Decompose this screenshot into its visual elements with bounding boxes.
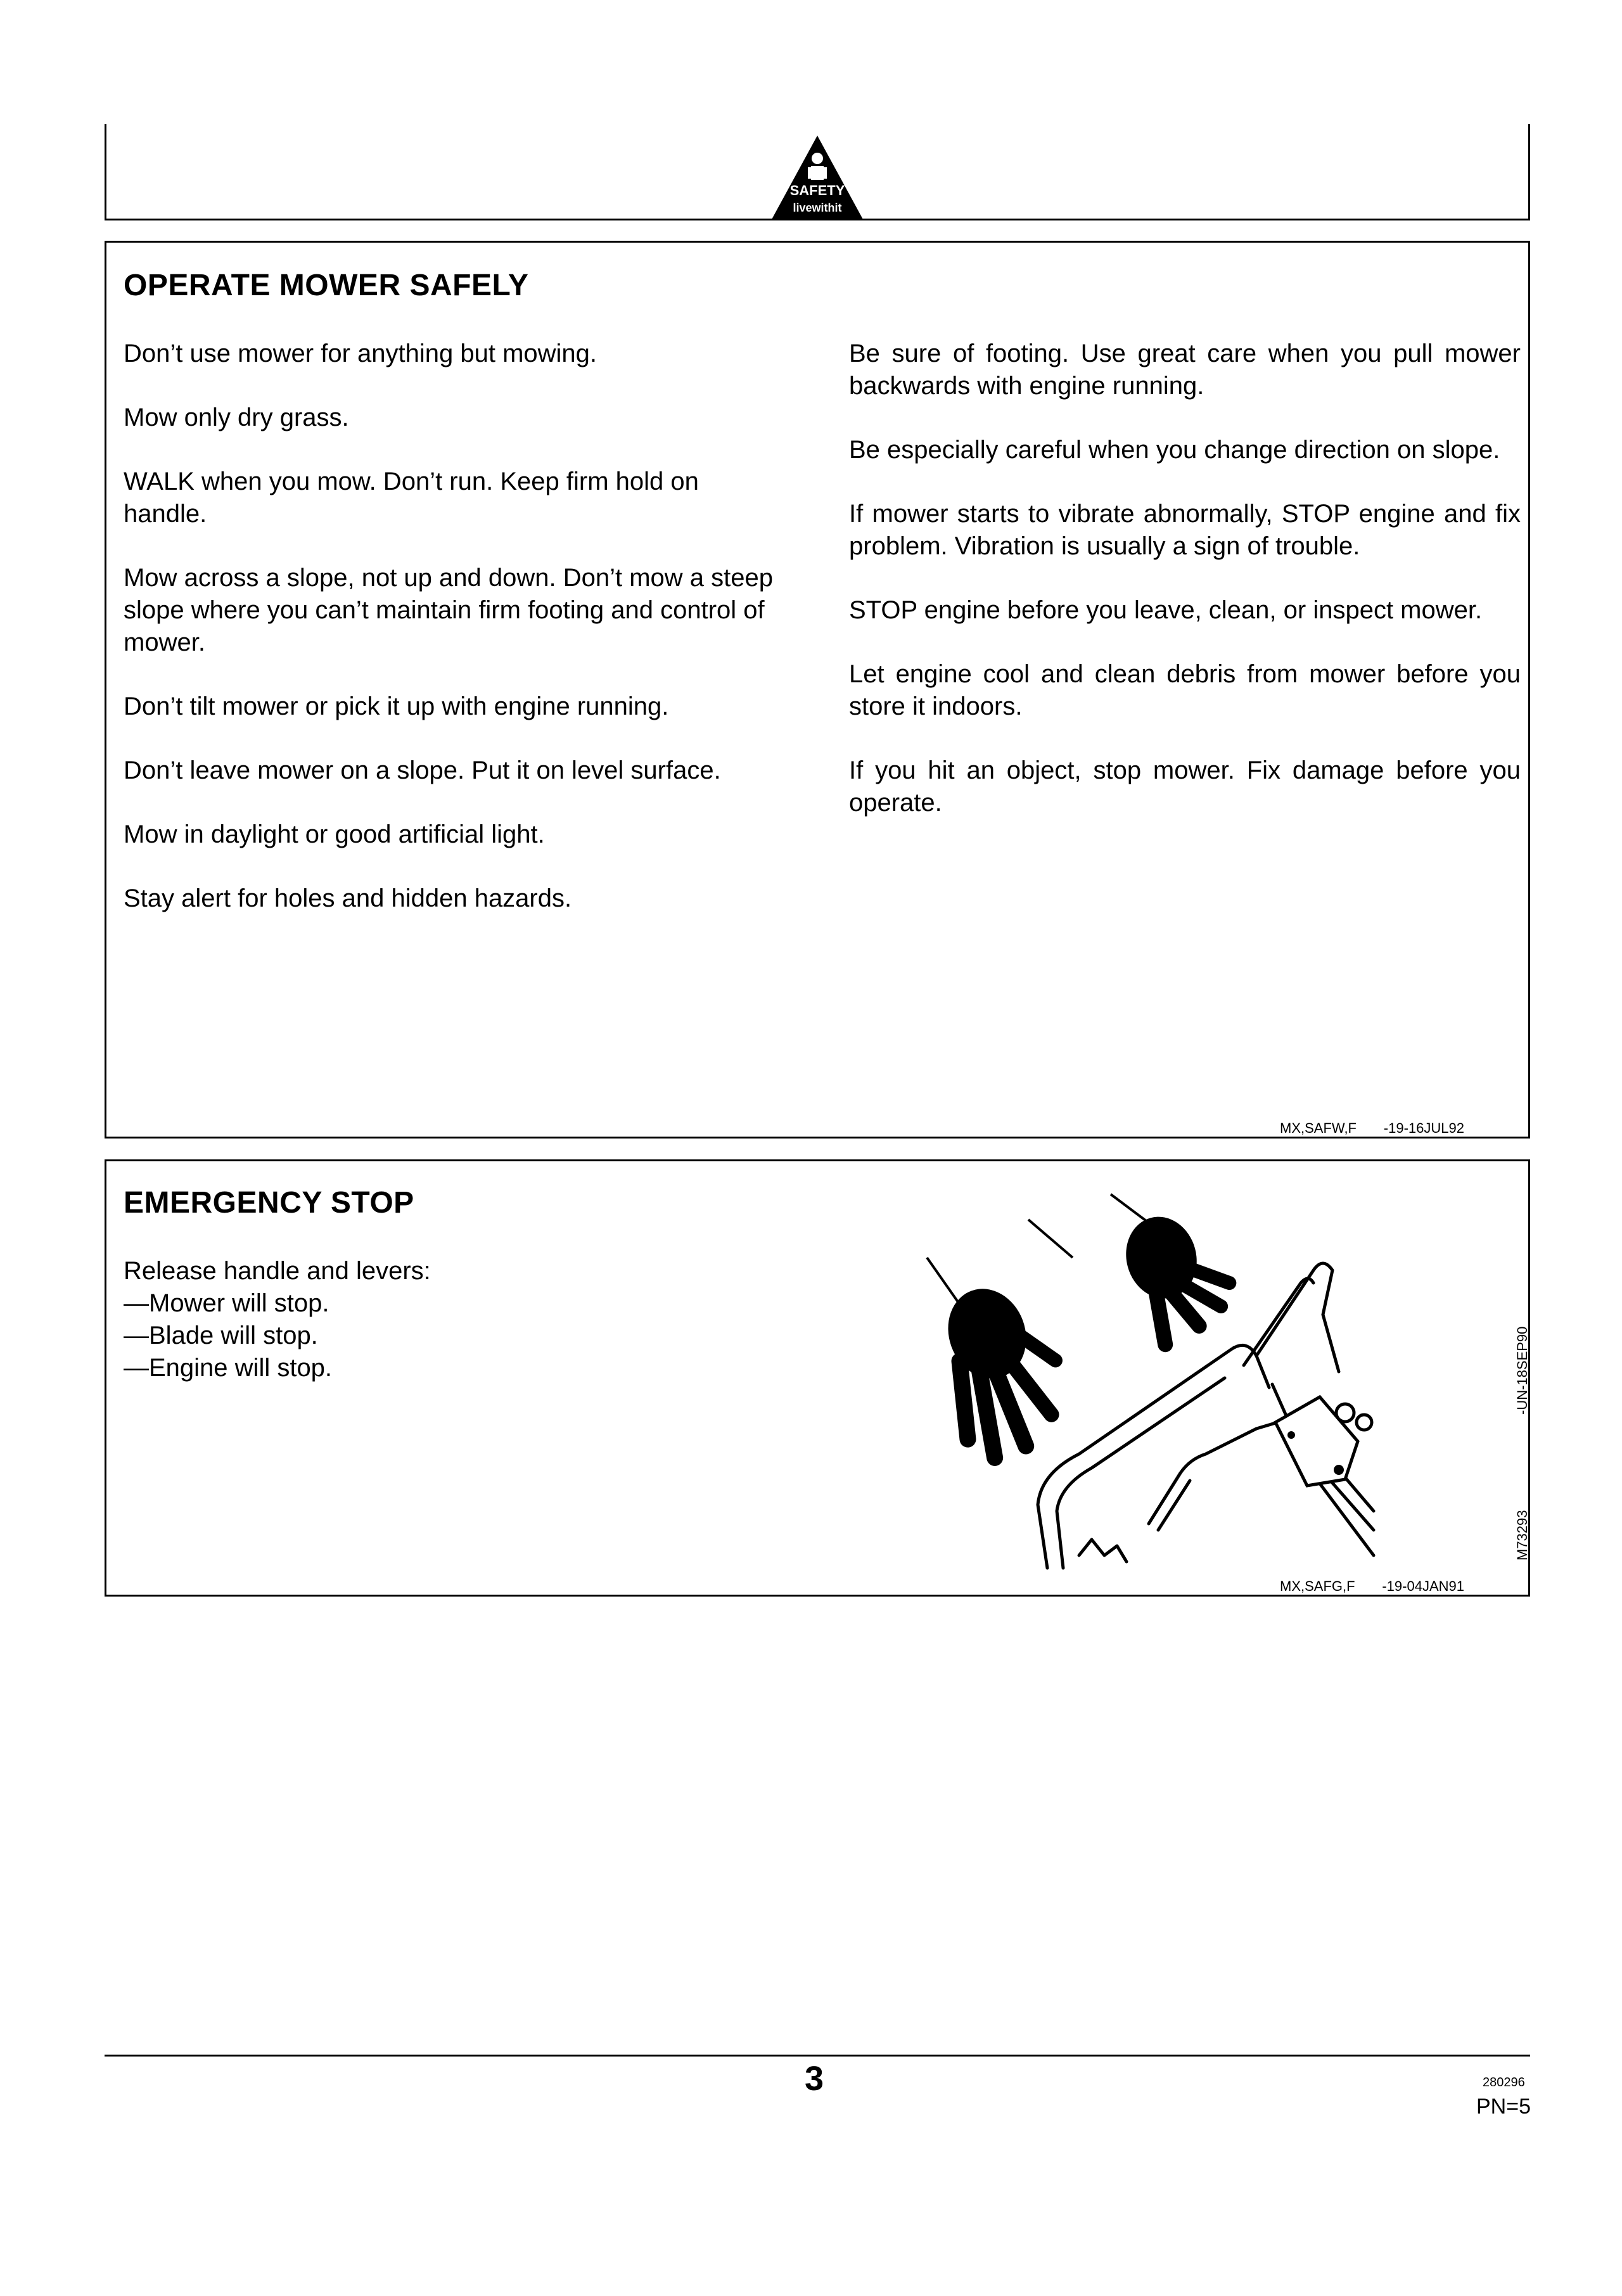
operate-mower-safely-section: [105, 241, 1530, 1138]
operate-left-column: [124, 338, 782, 947]
emergency-instructions: [124, 1255, 431, 1384]
emergency-line: Release handle and levers:: [124, 1257, 431, 1285]
mower-handle-release-illustration: [902, 1175, 1377, 1571]
right-hand-icon: [1117, 1209, 1238, 1353]
safety-logo-icon: [769, 133, 866, 222]
emergency-section-title: EMERGENCY STOP: [124, 1186, 414, 1220]
safety-logo-word: SAFETY: [789, 182, 845, 198]
operate-right-item: STOP engine before you leave, clean, or inspect mower.: [849, 596, 1483, 624]
page-number: 3: [805, 2060, 824, 2098]
footer-date-code: 280296: [1483, 2076, 1525, 2089]
operate-left-item: Don’t tilt mower or pick it up with engine running.: [124, 692, 669, 720]
operate-right-item: Let engine cool and clean debris from mower before you store it indoors.: [849, 660, 1521, 720]
left-hand-icon: [936, 1278, 1065, 1467]
operate-left-item: Mow only dry grass.: [124, 404, 349, 431]
operate-section-title: OPERATE MOWER SAFELY: [124, 269, 529, 302]
operate-left-item: Don’t use mower for anything but mowing.: [124, 340, 597, 367]
emergency-line: —Engine will stop.: [124, 1354, 333, 1382]
operate-left-item: Mow in daylight or good artificial light.: [124, 820, 545, 848]
emergency-stop-section: [105, 1159, 1530, 1597]
footer-rule: [105, 2055, 1530, 2057]
figure-number: M73293: [1514, 1510, 1530, 1560]
operate-left-item: WALK when you mow. Don’t run. Keep firm hold on handle.: [124, 468, 699, 528]
safety-logo-slogan: livewithit: [793, 201, 842, 214]
operate-left-item: Stay alert for holes and hidden hazards.: [124, 884, 572, 912]
emergency-line: —Mower will stop.: [124, 1289, 329, 1317]
operate-right-item: If mower starts to vibrate abnormally, STOP engine and fix problem. Vibration is usually a sign of trouble.: [849, 500, 1521, 560]
operate-right-column: [849, 338, 1521, 851]
operate-right-item: Be especially careful when you change direction on slope.: [849, 436, 1500, 464]
footer-pn: PN=5: [1476, 2095, 1531, 2119]
emergency-reference-code: MX,SAFG,F -19-04JAN91: [1280, 1578, 1464, 1594]
emergency-line: —Blade will stop.: [124, 1322, 318, 1349]
operate-left-item: Mow across a slope, not up and down. Don’t mow a steep slope where you can’t maintain firm footing and control of mower.: [124, 564, 773, 656]
operate-left-item: Don’t leave mower on a slope. Put it on level surface.: [124, 756, 721, 784]
operate-reference-code: MX,SAFW,F -19-16JUL92: [1280, 1120, 1464, 1136]
operate-right-item: Be sure of footing. Use great care when you pull mower backwards with engine running.: [849, 340, 1521, 400]
operate-right-item: If you hit an object, stop mower. Fix damage before you operate.: [849, 756, 1521, 817]
figure-date-code: -UN-18SEP90: [1514, 1326, 1530, 1415]
